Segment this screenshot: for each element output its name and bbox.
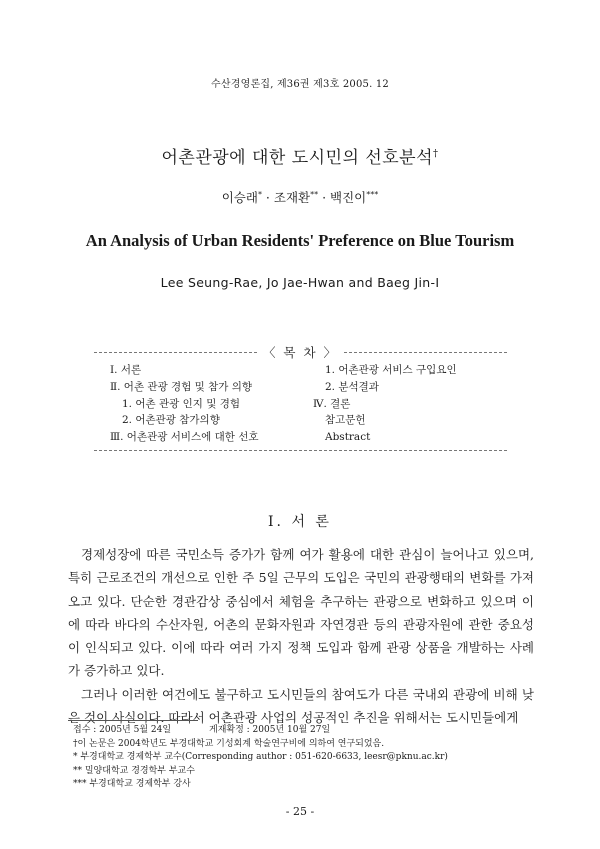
- footnote-funding: †이 논문은 2004학년도 부경대학교 기성회계 학술연구비에 의하여 연구되었음.: [73, 738, 385, 749]
- body-text: [68, 543, 534, 729]
- toc-item: Abstract: [325, 431, 371, 444]
- footnote-author-1: * 부경대학교 경제학부 교수(Corresponding author : 051-620-6633, leesr@pknu.ac.kr): [73, 752, 448, 762]
- author-separator: ·: [261, 190, 274, 205]
- toc-item: 1. 어촌 관광 인지 및 경험: [122, 397, 240, 410]
- footnote-rule: [68, 720, 198, 721]
- toc-heading: 〈 목 차 〉: [259, 345, 342, 360]
- toc-item: 2. 어촌관광 참가의향: [122, 414, 220, 427]
- paragraph-1: 경제성장에 따른 국민소득 증가가 함께 여가 활용에 대한 관심이 늘어나고 있으며, 특히 근로조건의 개선으로 인한 주 5일 근무의 도입은 국민의 관광행태의 변화를 가져오고 있다. 단순한 경관감상 중심에서 체험을 추구하는 관광으로 변화하고 있으며 이에 따라 바다의 수산자원, 어촌의 문화자원과 자연경관 등의 관광자원에 관한 중요성이 인식되고 있다. 이에 따라 여러 가지 정책 도입과 함께 관광 상품을 개발하는 사례가 증가하고 있다.: [68, 547, 534, 679]
- title-footnote-mark: †: [433, 148, 439, 160]
- footnotes: [73, 724, 533, 792]
- author-3-mark: ***: [366, 189, 379, 199]
- toc-item: 2. 분석결과: [325, 380, 379, 393]
- footnote-author-3: *** 부경대학교 경제학부 강사: [73, 779, 191, 789]
- dates-line: [73, 724, 533, 738]
- toc-item: Ⅳ. 결론: [313, 397, 351, 410]
- section-title: Ⅰ. 서 론: [268, 514, 332, 530]
- author-3: 백진이: [330, 190, 367, 205]
- toc-item: Ⅱ. 어촌 관광 경험 및 참가 의향: [110, 380, 253, 393]
- toc-left-column: [110, 362, 259, 446]
- table-of-contents: [94, 345, 507, 451]
- korean-title-text: 어촌관광에 대한 도시민의 선호분석: [161, 148, 434, 168]
- paragraph-2: 그러나 이러한 여건에도 불구하고 도시민들의 참여도가 다른 국내외 관광에 비해 낮은 것이 사실이다. 따라서 어촌관광 사업의 성공적인 추진을 위해서는 도시민들에게: [68, 686, 534, 726]
- received-date: 접수 : 2005년 5월 24일: [73, 725, 172, 735]
- toc-right-column: [313, 362, 457, 446]
- toc-item: Ⅲ. 어촌관광 서비스에 대한 선호: [110, 431, 259, 444]
- english-title: An Analysis of Urban Residents' Preference on Blue Tourism: [85, 231, 515, 250]
- author-2-mark: **: [310, 189, 319, 199]
- page-number: - 25 -: [285, 805, 315, 818]
- footnote-author-2: ** 밀양대학교 경경학부 부교수: [73, 765, 195, 776]
- accepted-date: 게재확정 : 2005년 10월 27일: [209, 725, 331, 735]
- toc-item: Ⅰ. 서론: [110, 364, 142, 376]
- toc-item: 1. 어촌관광 서비스 구입요인: [325, 364, 457, 376]
- author-separator: ·: [318, 190, 331, 205]
- korean-title: [0, 143, 600, 168]
- toc-item: 참고문헌: [325, 414, 366, 427]
- journal-header: 수산경영론집, 제36권 제3호 2005. 12: [211, 79, 389, 90]
- author-2: 조재환: [273, 190, 311, 205]
- english-authors: Lee Seung-Rae, Jo Jae-Hwan and Baeg Jin-I: [160, 275, 440, 290]
- author-1: 이승래: [221, 190, 258, 205]
- author-1-mark: *: [257, 189, 262, 199]
- korean-authors: [0, 188, 600, 206]
- toc-heading-wrap: [94, 342, 507, 361]
